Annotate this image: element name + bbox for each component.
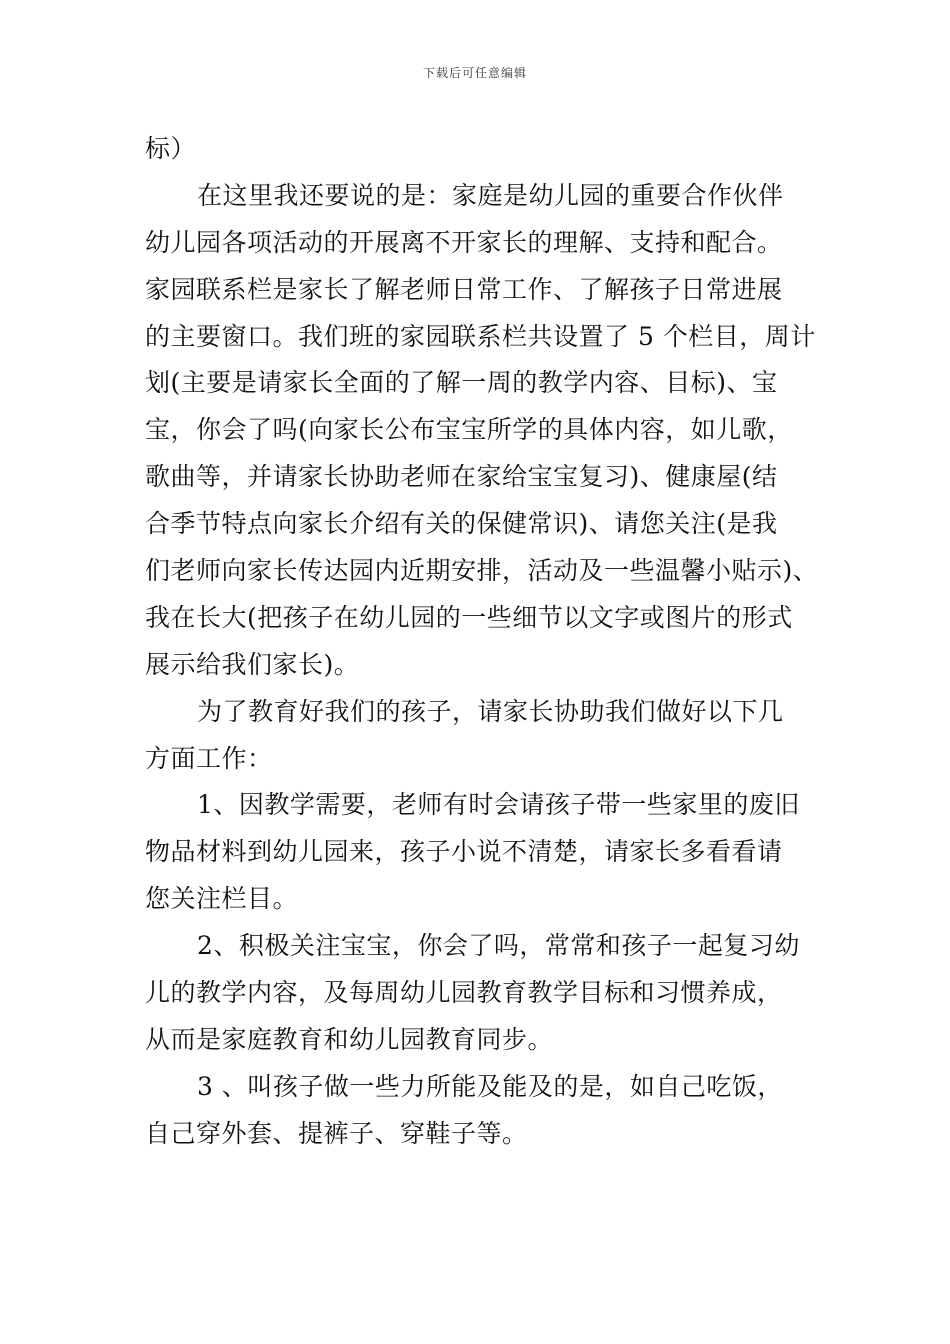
text-line: 幼儿园各项活动的开展离不开家长的理解、支持和配合。 [145, 227, 783, 257]
text-line: 宝，你会了吗(向家长公布宝宝所学的具体内容，如儿歌， [145, 415, 793, 445]
text-line: 1、因教学需要，老师有时会请孩子带一些家里的废旧 [197, 790, 800, 820]
text-line: 在这里我还要说的是：家庭是幼儿园的重要合作伙伴 [197, 180, 784, 210]
text-line: 儿的教学内容，及每周幼儿园教育教学目标和习惯养成， [145, 978, 783, 1008]
text-line: 3 、叫孩子做一些力所能及能及的是，如自己吃饭， [197, 1071, 783, 1101]
header-note: 下载后可任意编辑 [422, 66, 527, 80]
text-line: 从而是家庭教育和幼儿园教育同步。 [145, 1024, 554, 1054]
text-line: 们老师向家长传达园内近期安排，活动及一些温馨小贴示)、 [145, 556, 819, 586]
text-line: 我在长大(把孩子在幼儿园的一些细节以文字或图片的形式 [145, 602, 793, 632]
text-line: 您关注栏目。 [145, 884, 299, 914]
document-body [145, 126, 819, 1158]
text-line: 歌曲等，并请家长协助老师在家给宝宝复习)、健康屋(结 [145, 462, 778, 492]
text-line: 为了教育好我们的孩子，请家长协助我们做好以下几 [197, 696, 784, 726]
text-line: 2、积极关注宝宝，你会了吗，常常和孩子一起复习幼 [197, 931, 800, 961]
text-line: 物品材料到幼儿园来，孩子小说不清楚，请家长多看看请 [145, 837, 783, 867]
text-line: 标） [145, 134, 197, 163]
text-line: 方面工作： [145, 743, 273, 773]
text-line: 展示给我们家长)。 [145, 649, 360, 679]
text-line: 合季节特点向家长介绍有关的保健常识)、请您关注(是我 [145, 509, 778, 539]
text-line: 自己穿外套、提裤子、穿鞋子等。 [145, 1118, 528, 1148]
text-line: 家园联系栏是家长了解老师日常工作、了解孩子日常进展 [145, 274, 783, 304]
text-line: 划(主要是请家长全面的了解一周的教学内容、目标)、宝 [145, 368, 778, 398]
text-line: 的主要窗口。我们班的家园联系栏共设置了 5 个栏目，周计 [145, 321, 816, 351]
